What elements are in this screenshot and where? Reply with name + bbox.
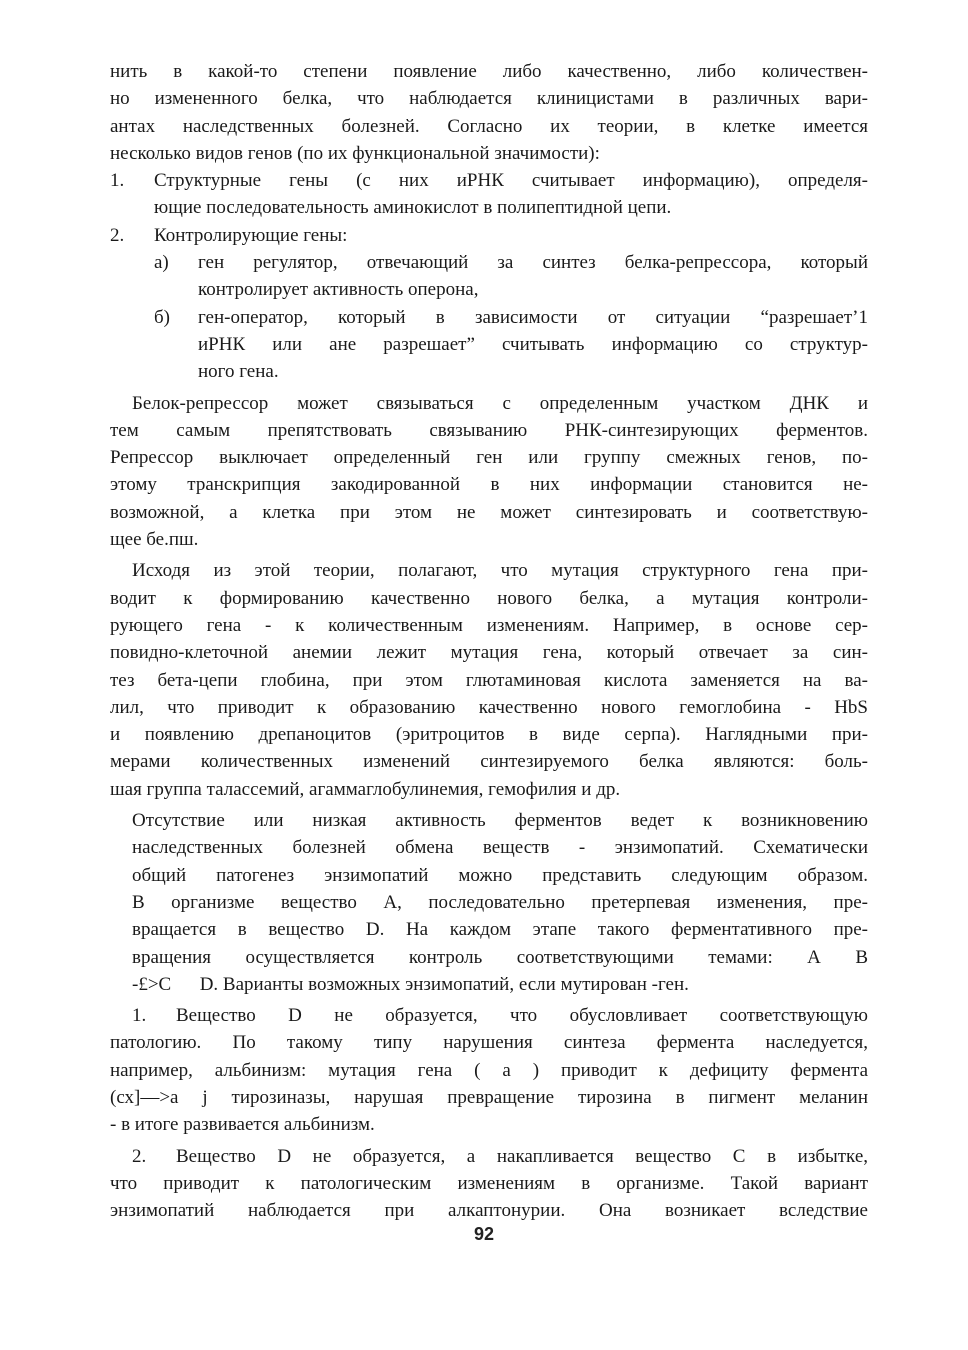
text-line: В организме вещество А, последовательно претерпевая изменения, пре- [132, 891, 868, 913]
text-line: ного гена. [198, 361, 279, 383]
text-line: общий патогенез энзимопатий можно представить следующим образом. [132, 864, 868, 886]
text-line: вращается в вещество D. На каждом этапе такого ферментативного пре- [132, 919, 868, 941]
text-line: этому транскрипция закодированной в них информации становится не- [110, 474, 868, 496]
text-line: (сх]—>a j тирозиназы, нарушая превращение тирозина в пигмент меланин [110, 1086, 868, 1108]
text-line: нить в какой-то степени появление либо качественно, либо количествен- [110, 61, 868, 82]
text-line: тем самым препятствовать связыванию РНК-синтезирующих ферментов. [110, 419, 868, 441]
text-line: что приводит к патологическим изменениям в организме. Такой вариант [110, 1172, 868, 1194]
list-item-2 [110, 222, 868, 249]
text-line: Репрессор выключает определенный ген или группу смежных генов, по- [110, 447, 868, 469]
sub-letter: а) [154, 252, 169, 274]
page-body [110, 58, 868, 1224]
list-number: 1. [132, 1005, 147, 1027]
list-number: 2. [110, 224, 125, 246]
text-line: контролирует активность оперона, [198, 279, 479, 301]
text-line: и появлению дрепаноцитов (эритроцитов в виде серпа). Наглядными при- [110, 724, 868, 746]
text-line: ген регулятор, отвечающий за синтез белка-репрессора, который [198, 252, 868, 274]
text-line: вращения осуществляется контроль соответствующими темами: А В [132, 946, 868, 968]
text-line: шая группа талассемий, агаммаглобулинемия, гемофилия и др. [110, 778, 621, 800]
text-line: Структурные гены (с них иРНК считывает информацию), определя- [154, 170, 868, 192]
text-line: Вещество D не образуется, что обусловливает соответствующую [176, 1005, 868, 1027]
text-line: щее бе.пш. [110, 529, 199, 551]
page-number: 92 [473, 1224, 495, 1244]
text-line: патологию. По такому типу нарушения синтеза фермента наследуется, [110, 1032, 868, 1054]
text-line: Вещество D не образуется, а накапливается вещество С в избытке, [176, 1145, 868, 1167]
text-line: несколько видов генов (по их функциональной значимости): [110, 142, 600, 164]
text-line: лил, что приводит к образованию качественно нового гемоглобина - HbS [110, 696, 868, 718]
text-line: -£>С D. Варианты возможных энзимопатий, если мутирован -ген. [132, 973, 689, 995]
text-line: ющие последовательность аминокислот в полипептидной цепи. [154, 197, 672, 219]
text-line: рующего гена - к количественным изменениям. Например, в основе сер- [110, 614, 868, 636]
text-line: Белок-репрессор может связываться с определенным участком ДНК и [132, 392, 868, 414]
sub-item-a [110, 249, 868, 276]
text-line: например, альбинизм: мутация гена ( а ) приводит к дефициту фермента [110, 1059, 868, 1081]
text-line: наследственных болезней обмена веществ - энзимопатий. Схематически [132, 837, 868, 859]
list-number: 2. [132, 1145, 147, 1167]
text-line: водит к формированию качественно нового белка, а мутация контроли- [110, 587, 868, 609]
text-line: энзимопатий наблюдается при алкаптонурии. Она возникает вследствие [110, 1200, 868, 1222]
text-line: возможной, а клетка при этом не может синтезировать и соответствую- [110, 501, 868, 523]
text-line: - в итоге развивается альбинизм. [110, 1114, 375, 1136]
sub-item-b [110, 304, 868, 331]
list-number: 1. [110, 170, 125, 192]
text-line: ген-оператор, который в зависимости от ситуации “разрешает’1 [198, 306, 868, 328]
sub-letter: б) [154, 306, 170, 328]
text-line: повидно-клеточной анемии лежит мутация гена, который отвечает за син- [110, 642, 868, 664]
text-line: иРНК или ане разрешает” считывать информацию со структур- [198, 333, 868, 355]
text-line: мерами количественных изменений синтезируемого белка являются: боль- [110, 751, 868, 773]
enzymopathy-item-2 [110, 1143, 868, 1170]
text-line: антах наследственных болезней. Согласно их теории, в клетке имеется [110, 115, 868, 137]
text-line: Исходя из этой теории, полагают, что мутация структурного гена при- [132, 560, 868, 582]
text-line: но измененного белка, что наблюдается клиницистами в различных вари- [110, 88, 868, 110]
text-line: тез бета-цепи глобина, при этом глютаминовая кислота заменяется на ва- [110, 669, 868, 691]
text-line: Отсутствие или низкая активность ферментов ведет к возникновению [132, 810, 868, 832]
text-line: Контролирующие гены: [154, 224, 348, 246]
enzymopathy-item-1 [110, 1002, 868, 1029]
list-item-1 [110, 167, 868, 194]
